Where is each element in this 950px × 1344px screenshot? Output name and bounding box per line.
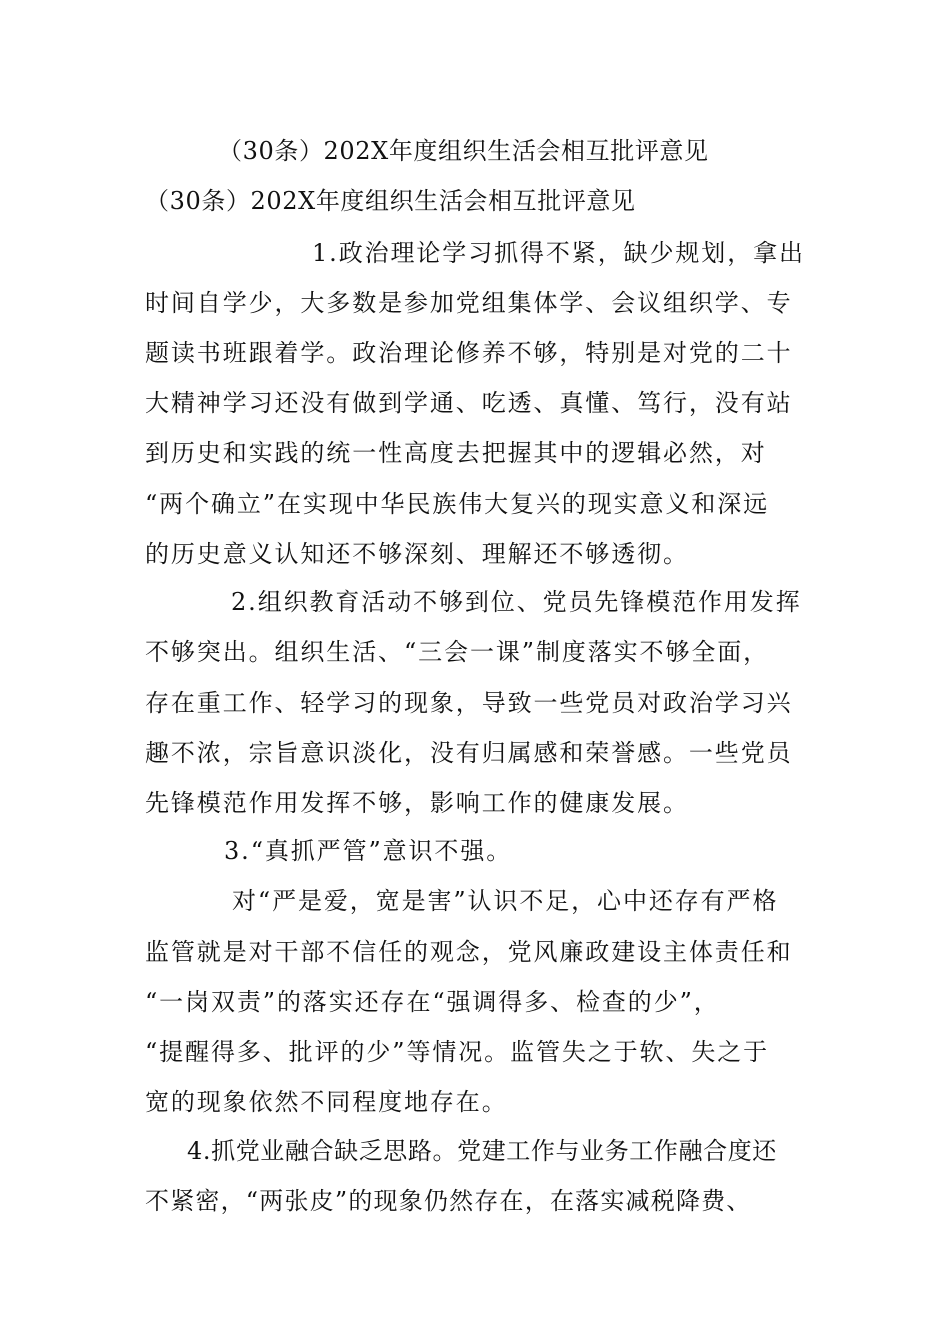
paragraph-2-line-3: 存在重工作、轻学习的现象，导致一些党员对政治学习兴	[145, 689, 793, 717]
paragraph-4-line-2: 监管就是对干部不信任的观念，党风廉政建设主体责任和	[145, 938, 793, 966]
paragraph-1-line-2: 时间自学少，大多数是参加党组集体学、会议组织学、专	[145, 289, 793, 317]
document-title: （30条）202X年度组织生活会相互批评意见	[218, 137, 709, 165]
paragraph-1-line-3: 题读书班跟着学。政治理论修养不够，特别是对党的二十	[145, 339, 793, 367]
paragraph-5-line-2: 不紧密，“两张皮”的现象仍然存在，在落实减税降费、	[145, 1187, 752, 1215]
document-title-repeat: （30条）202X年度组织生活会相互批评意见	[145, 187, 636, 215]
paragraph-1-line-7: 的历史意义认知还不够深刻、理解还不够透彻。	[145, 540, 689, 568]
paragraph-1-line-5: 到历史和实践的统一性高度去把握其中的逻辑必然，对	[145, 439, 767, 467]
paragraph-1-line-6: “两个确立”在实现中华民族伟大复兴的现实意义和深远	[145, 490, 770, 518]
paragraph-4-line-3: “一岗双责”的落实还存在“强调得多、检查的少”，	[145, 988, 720, 1016]
paragraph-2-line-2: 不够突出。组织生活、“三会一课”制度落实不够全面，	[145, 638, 770, 666]
paragraph-2-line-1: 2.组织教育活动不够到位、党员先锋模范作用发挥	[231, 588, 802, 616]
paragraph-1-line-1: 1.政治理论学习抓得不紧，缺少规划，拿出	[312, 239, 805, 267]
paragraph-4-line-1: 对“严是爱，宽是害”认识不足，心中还存有严格	[232, 887, 779, 915]
paragraph-2-line-4: 趣不浓，宗旨意识淡化，没有归属感和荣誉感。一些党员	[145, 739, 793, 767]
paragraph-5-line-1: 4.抓党业融合缺乏思路。党建工作与业务工作融合度还	[187, 1137, 777, 1165]
paragraph-3-heading: 3.“真抓严管”意识不强。	[224, 837, 513, 865]
paragraph-4-line-4: “提醒得多、批评的少”等情况。监管失之于软、失之于	[145, 1038, 770, 1066]
paragraph-2-line-5: 先锋模范作用发挥不够，影响工作的健康发展。	[145, 789, 689, 817]
paragraph-4-line-5: 宽的现象依然不同程度地存在。	[145, 1088, 508, 1116]
paragraph-1-line-4: 大精神学习还没有做到学通、吃透、真懂、笃行，没有站	[145, 389, 793, 417]
